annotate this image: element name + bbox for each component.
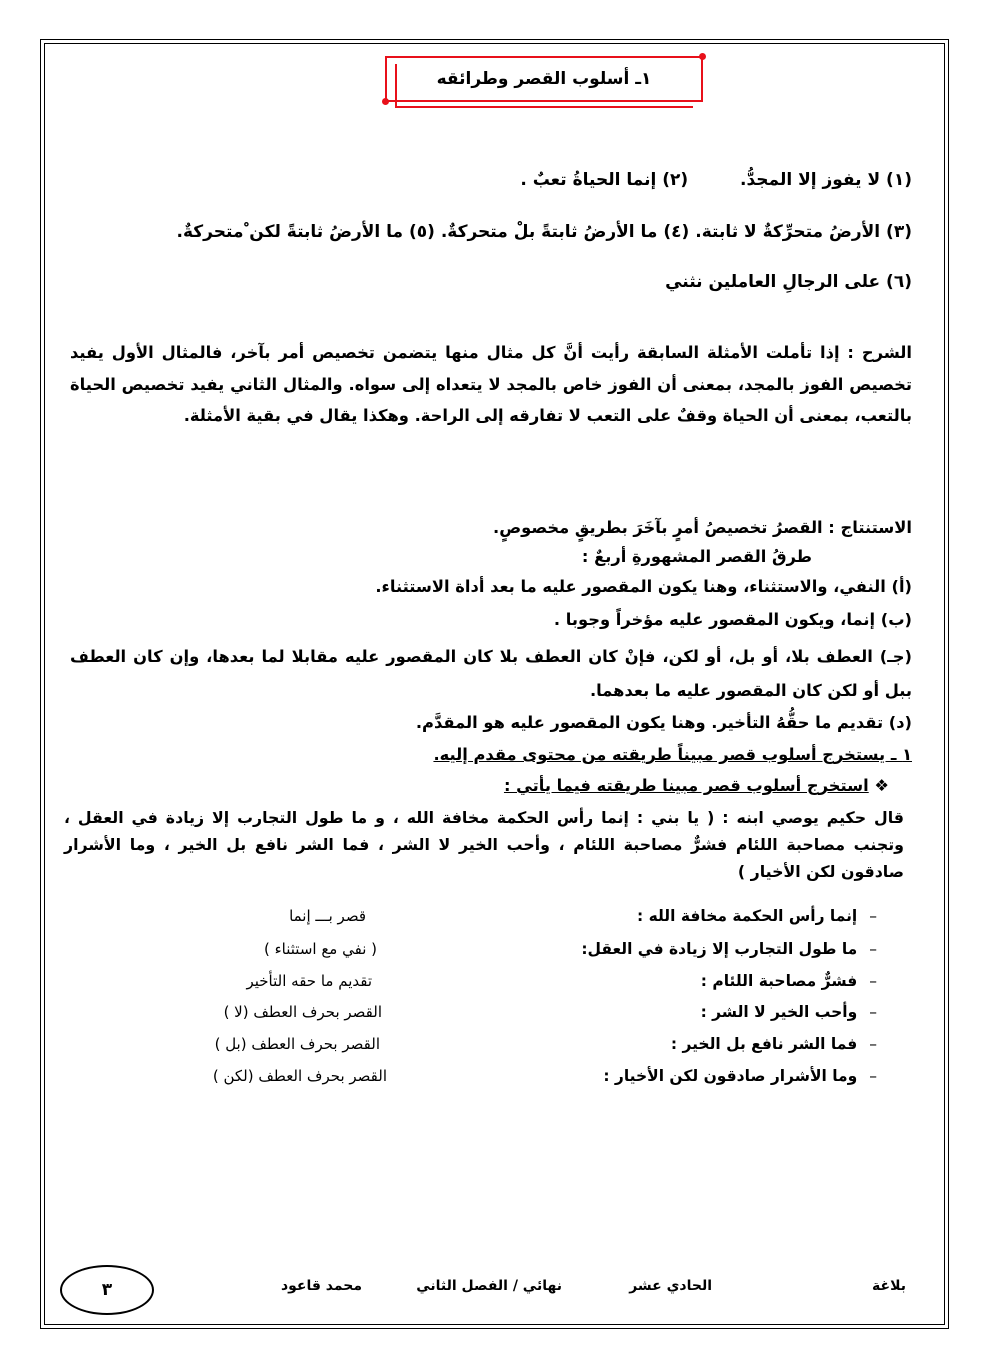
learning-objective: ١ ـ يستخرج أسلوب قصر مبيناً طريقته من محتوى مقدم إليه.: [433, 745, 912, 764]
method-a: (أ) النفي، والاستثناء، وهنا يكون المقصور عليه ما بعد أداة الاستثناء.: [375, 577, 912, 596]
list-item-answer: تقديم ما حقه التأخير: [246, 972, 372, 990]
explanation-paragraph: الشرح : إذا تأملت الأمثلة السابقة رأيت أنَّ كل مثال منها يتضمن تخصيص أمر بآخر، فالمثال الأول يفيد تخصيص الفوز بالمجد، بمعنى أن الفوز خاص بالمجد لا يتعداه إلى سواه. والمثال الثاني يفيد تخصيص الحياة بالتعب، بمعنى أن الحياة وقفٌ على التعب لا تفارقه إلى الراحة. وهكذا يقال في بقية الأمثلة.: [70, 343, 912, 425]
list-item-phrase: –ما طول التجارب إلا زيادة في العقل:: [581, 940, 877, 958]
example-1: (١) لا يفوز إلا المجدُّ.: [740, 170, 912, 190]
list-item-phrase: –وأحب الخير لا الشر :: [700, 1003, 877, 1021]
example-2: (٢) إنما الحياةُ تعبٌ .: [520, 170, 689, 190]
dash-icon: –: [869, 972, 877, 990]
footer-subject: بلاغة: [872, 1278, 906, 1294]
footer-author: محمد قاعود: [280, 1278, 362, 1294]
footer-grade: الحادي عشر: [629, 1278, 712, 1294]
page-title: ١ـ أسلوب القصر وطرائقه: [436, 69, 652, 89]
diamond-bullet-icon: ❖: [874, 776, 889, 795]
dash-icon: –: [869, 1003, 877, 1021]
list-item-answer: قصر بـــ إنما: [289, 907, 366, 925]
example-line-3: (٦) على الرجالِ العاملين نثني: [665, 272, 912, 292]
example-line-2: (٣) الأرضُ متحرِّكةٌ لا ثابتة. (٤) ما الأرضُ ثابتةً بلْ متحركةٌ. (٥) ما الأرضُ ثابتةً لكن ْمتحركةٌ.: [176, 222, 912, 242]
exercise-heading: [504, 776, 889, 795]
list-item-answer: ( نفي مع استثناء ): [264, 940, 377, 958]
list-item-phrase: –وما الأشرار صادقون لكن الأخيار :: [603, 1067, 877, 1085]
dash-icon: –: [869, 1035, 877, 1053]
exercise-heading-text: استخرج أسلوب قصر مبينا طريقته فيما يأتي :: [503, 776, 869, 795]
dash-icon: –: [869, 907, 877, 925]
list-item-phrase: –فشرٌّ مصاحبة اللئام :: [700, 972, 877, 990]
list-item-phrase: –إنما رأس الحكمة مخافة الله :: [636, 907, 877, 925]
method-d: (د) تقديم ما حقُّهُ التأخير. وهنا يكون المقصور عليه هو المقدَّم.: [415, 713, 912, 732]
method-b: (ب) إنما، ويكون المقصور عليه مؤخراً وجوبا .: [553, 610, 912, 629]
dash-icon: –: [869, 1067, 877, 1085]
list-item-answer: القصر بحرف العطف (لا ): [223, 1003, 382, 1021]
dash-icon: –: [869, 940, 877, 958]
exercise-passage: قال حكيم يوصي ابنه : ( يا بني : إنما رأس الحكمة مخافة الله ، و ما طول التجارب إلا زيادة في العقل ، وتجنب مصاحبة اللئام فشرٌّ مصاحبة اللئام ، وأحب الخير لا الشر ، فما الشر نافع بل الخير ، وما الأشرار صادقون لكن الأخيار ): [64, 808, 904, 881]
methods-heading: طرقُ القصر المشهورةِ أربعٌ :: [581, 547, 812, 566]
page-number-badge: [60, 1265, 154, 1315]
title-banner: [385, 56, 703, 102]
page-number: ٣: [101, 1280, 113, 1300]
list-item-answer: القصر بحرف العطف (بل ): [214, 1035, 380, 1053]
conclusion-definition: الاستنتاج : القصرُ تخصيصُ أمرٍ بآخَرَ بطريقٍ مخصوصٍ.: [493, 518, 912, 537]
list-item-answer: القصر بحرف العطف (لكن ): [212, 1067, 387, 1085]
list-item-phrase: –فما الشر نافع بل الخير :: [670, 1035, 877, 1053]
footer-term: نهائي / الفصل الثاني: [416, 1278, 562, 1294]
method-c: (جـ) العطف بلا، أو بل، أو لكن، فإنْ كان العطف بلا كان المقصور عليه مقابلا لما بعدها، وإن كان العطف ببل أو لكن كان المقصور عليه ما بعدهما.: [70, 647, 912, 700]
example-line-1: [520, 170, 912, 190]
